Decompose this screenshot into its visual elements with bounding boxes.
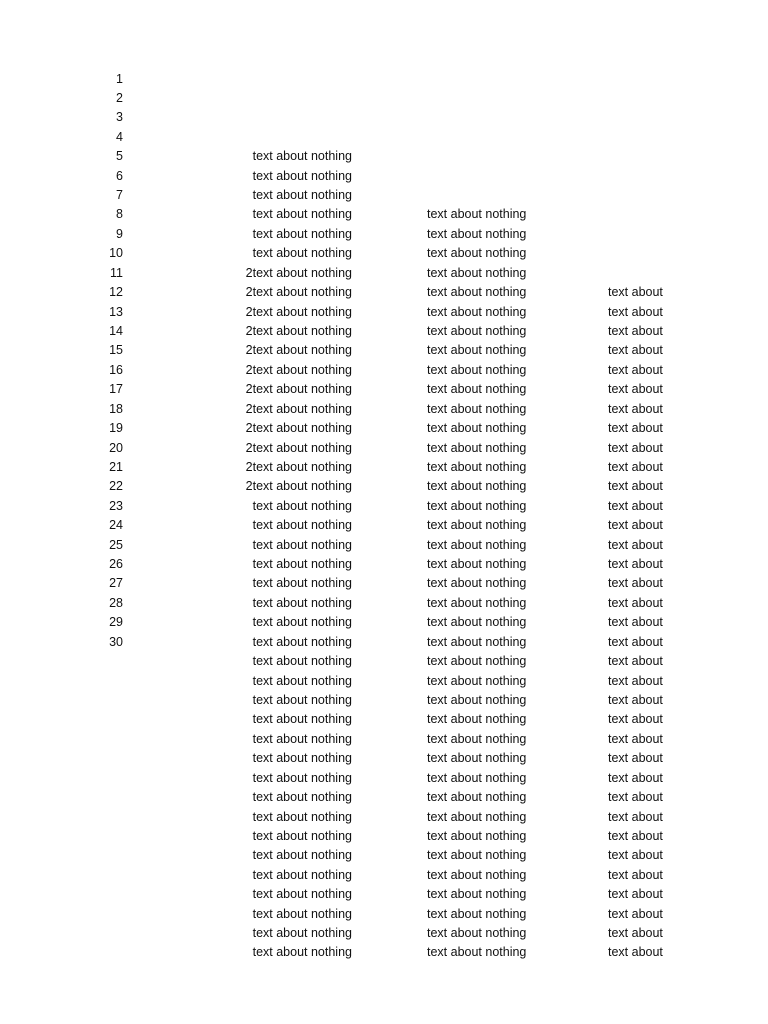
cell-column-2: text about nothing <box>427 207 527 222</box>
cell-column-1: 2text about nothing <box>245 265 352 280</box>
row-number: 29 <box>109 615 123 630</box>
cell-column-1: text about nothing <box>252 654 352 669</box>
table-row <box>0 497 768 516</box>
cell-column-3: text about <box>608 421 663 436</box>
cell-column-1: text about nothing <box>252 867 352 882</box>
table-row <box>0 672 768 691</box>
table-row <box>0 827 768 846</box>
cell-column-1: text about nothing <box>252 188 352 202</box>
table-row <box>0 574 768 593</box>
cell-column-3: text about <box>608 362 663 377</box>
row-number: 14 <box>109 324 123 338</box>
table-row <box>0 555 768 574</box>
row-number: 23 <box>109 498 123 513</box>
cell-column-1: 2text about nothing <box>245 479 352 494</box>
cell-column-2: text about nothing <box>427 615 527 630</box>
table-row <box>0 652 768 671</box>
cell-column-1: text about nothing <box>252 498 352 513</box>
cell-column-2: text about nothing <box>427 421 527 436</box>
cell-column-2: text about nothing <box>427 226 527 241</box>
table-row <box>0 322 768 341</box>
cell-column-1: text about nothing <box>252 945 352 960</box>
cell-column-3: text about <box>608 848 663 863</box>
cell-column-1: text about nothing <box>252 731 352 746</box>
row-number: 24 <box>109 518 123 533</box>
table-row <box>0 147 768 166</box>
cell-column-1: text about nothing <box>252 809 352 824</box>
cell-column-1: text about nothing <box>252 712 352 727</box>
cell-column-1: text about nothing <box>252 634 352 649</box>
cell-column-1: text about nothing <box>252 751 352 766</box>
cell-column-1: text about nothing <box>252 537 352 552</box>
cell-column-1: text about nothing <box>252 887 352 902</box>
cell-column-2: text about nothing <box>427 324 527 338</box>
cell-column-2: text about nothing <box>427 712 527 727</box>
cell-column-3: text about <box>608 770 663 785</box>
cell-column-2: text about nothing <box>427 731 527 746</box>
table-row <box>0 128 768 147</box>
table-row <box>0 70 768 89</box>
cell-column-2: text about nothing <box>427 246 527 261</box>
cell-column-1: 2text about nothing <box>245 421 352 436</box>
cell-column-1: text about nothing <box>252 149 352 164</box>
row-number: 17 <box>109 382 123 397</box>
table-row <box>0 419 768 438</box>
cell-column-1: text about nothing <box>252 615 352 630</box>
row-number: 15 <box>109 343 123 358</box>
row-number: 2 <box>116 90 123 105</box>
row-number: 16 <box>109 362 123 377</box>
row-number: 7 <box>116 188 123 202</box>
table-row <box>0 808 768 827</box>
table-row <box>0 108 768 127</box>
cell-column-3: text about <box>608 459 663 474</box>
cell-column-2: text about nothing <box>427 382 527 397</box>
row-number: 13 <box>109 304 123 319</box>
cell-column-2: text about nothing <box>427 479 527 494</box>
cell-column-3: text about <box>608 285 663 300</box>
cell-column-3: text about <box>608 304 663 319</box>
cell-column-2: text about nothing <box>427 576 527 591</box>
table-row <box>0 186 768 205</box>
table-row <box>0 866 768 885</box>
cell-column-1: text about nothing <box>252 828 352 843</box>
cell-column-3: text about <box>608 382 663 397</box>
cell-column-2: text about nothing <box>427 926 527 940</box>
table-row <box>0 846 768 865</box>
cell-column-1: 2text about nothing <box>245 343 352 358</box>
row-number: 28 <box>109 595 123 610</box>
table-row <box>0 264 768 283</box>
cell-column-1: text about nothing <box>252 790 352 804</box>
row-number: 30 <box>109 634 123 649</box>
cell-column-3: text about <box>608 673 663 688</box>
cell-column-2: text about nothing <box>427 343 527 358</box>
cell-column-2: text about nothing <box>427 809 527 824</box>
cell-column-1: 2text about nothing <box>245 401 352 416</box>
cell-column-2: text about nothing <box>427 790 527 804</box>
cell-column-2: text about nothing <box>427 557 527 571</box>
cell-column-2: text about nothing <box>427 673 527 688</box>
cell-column-2: text about nothing <box>427 440 527 455</box>
table-row <box>0 380 768 399</box>
cell-column-2: text about nothing <box>427 654 527 669</box>
cell-column-3: text about <box>608 615 663 630</box>
cell-column-3: text about <box>608 343 663 358</box>
table-row <box>0 730 768 749</box>
cell-column-1: 2text about nothing <box>245 285 352 300</box>
cell-column-3: text about <box>608 945 663 960</box>
cell-column-2: text about nothing <box>427 751 527 766</box>
cell-column-1: text about nothing <box>252 926 352 940</box>
cell-column-1: 2text about nothing <box>245 304 352 319</box>
cell-column-3: text about <box>608 557 663 571</box>
cell-column-3: text about <box>608 654 663 669</box>
cell-column-3: text about <box>608 595 663 610</box>
cell-column-2: text about nothing <box>427 285 527 300</box>
cell-column-2: text about nothing <box>427 770 527 785</box>
row-number: 25 <box>109 537 123 552</box>
row-number: 1 <box>116 71 123 86</box>
row-number: 27 <box>109 576 123 591</box>
row-number: 26 <box>109 557 123 571</box>
cell-column-2: text about nothing <box>427 848 527 863</box>
cell-column-2: text about nothing <box>427 362 527 377</box>
cell-column-2: text about nothing <box>427 595 527 610</box>
cell-column-2: text about nothing <box>427 265 527 280</box>
table-row <box>0 885 768 904</box>
cell-column-3: text about <box>608 828 663 843</box>
table-row <box>0 89 768 108</box>
table-row <box>0 439 768 458</box>
cell-column-1: 2text about nothing <box>245 440 352 455</box>
table-row <box>0 710 768 729</box>
table-row <box>0 633 768 652</box>
cell-column-2: text about nothing <box>427 401 527 416</box>
cell-column-1: text about nothing <box>252 557 352 571</box>
table-row <box>0 225 768 244</box>
table-row <box>0 458 768 477</box>
cell-column-1: text about nothing <box>252 168 352 183</box>
cell-column-2: text about nothing <box>427 304 527 319</box>
cell-column-2: text about nothing <box>427 945 527 960</box>
cell-column-3: text about <box>608 576 663 591</box>
cell-column-3: text about <box>608 712 663 727</box>
table-row <box>0 924 768 943</box>
table-row <box>0 749 768 768</box>
table-row <box>0 341 768 360</box>
cell-column-1: 2text about nothing <box>245 459 352 474</box>
table-row <box>0 536 768 555</box>
cell-column-2: text about nothing <box>427 828 527 843</box>
cell-column-1: text about nothing <box>252 576 352 591</box>
row-number: 9 <box>116 226 123 241</box>
cell-column-3: text about <box>608 790 663 804</box>
cell-column-1: text about nothing <box>252 518 352 533</box>
row-number: 11 <box>110 265 123 280</box>
table-row <box>0 691 768 710</box>
table-row <box>0 594 768 613</box>
row-number: 18 <box>109 401 123 416</box>
row-number: 4 <box>116 129 123 144</box>
row-number: 20 <box>109 440 123 455</box>
row-number: 3 <box>116 110 123 125</box>
table-row <box>0 943 768 962</box>
cell-column-1: text about nothing <box>252 226 352 241</box>
cell-column-1: 2text about nothing <box>245 362 352 377</box>
row-number: 10 <box>109 246 123 261</box>
cell-column-3: text about <box>608 324 663 338</box>
cell-column-3: text about <box>608 479 663 494</box>
row-number: 8 <box>116 207 123 222</box>
row-number: 5 <box>116 149 123 164</box>
cell-column-3: text about <box>608 906 663 921</box>
cell-column-3: text about <box>608 926 663 940</box>
cell-column-1: 2text about nothing <box>245 324 352 338</box>
table-row <box>0 788 768 807</box>
cell-column-3: text about <box>608 537 663 552</box>
cell-column-1: text about nothing <box>252 595 352 610</box>
cell-column-3: text about <box>608 887 663 902</box>
cell-column-1: text about nothing <box>252 246 352 261</box>
cell-column-1: text about nothing <box>252 692 352 707</box>
cell-column-1: text about nothing <box>252 770 352 785</box>
cell-column-3: text about <box>608 809 663 824</box>
cell-column-3: text about <box>608 401 663 416</box>
row-number: 12 <box>109 285 123 300</box>
row-number: 22 <box>109 479 123 494</box>
cell-column-1: 2text about nothing <box>245 382 352 397</box>
table-row <box>0 400 768 419</box>
cell-column-1: text about nothing <box>252 673 352 688</box>
cell-column-3: text about <box>608 692 663 707</box>
cell-column-3: text about <box>608 867 663 882</box>
cell-column-3: text about <box>608 634 663 649</box>
table-row <box>0 283 768 302</box>
table-row <box>0 613 768 632</box>
cell-column-3: text about <box>608 498 663 513</box>
cell-column-1: text about nothing <box>252 207 352 222</box>
cell-column-1: text about nothing <box>252 906 352 921</box>
cell-column-3: text about <box>608 751 663 766</box>
cell-column-2: text about nothing <box>427 906 527 921</box>
table-row <box>0 244 768 263</box>
cell-column-3: text about <box>608 731 663 746</box>
cell-column-2: text about nothing <box>427 518 527 533</box>
cell-column-2: text about nothing <box>427 634 527 649</box>
cell-column-3: text about <box>608 518 663 533</box>
cell-column-2: text about nothing <box>427 498 527 513</box>
table-row <box>0 769 768 788</box>
cell-column-2: text about nothing <box>427 537 527 552</box>
row-number: 21 <box>109 459 123 474</box>
cell-column-2: text about nothing <box>427 867 527 882</box>
table-row <box>0 303 768 322</box>
cell-column-2: text about nothing <box>427 692 527 707</box>
table-row <box>0 205 768 224</box>
table-row <box>0 361 768 380</box>
cell-column-1: text about nothing <box>252 848 352 863</box>
row-number: 19 <box>109 421 123 436</box>
cell-column-3: text about <box>608 440 663 455</box>
cell-column-2: text about nothing <box>427 459 527 474</box>
table-row <box>0 905 768 924</box>
table-row <box>0 477 768 496</box>
cell-column-2: text about nothing <box>427 887 527 902</box>
row-number: 6 <box>116 168 123 183</box>
table-row <box>0 516 768 535</box>
table-row <box>0 167 768 186</box>
